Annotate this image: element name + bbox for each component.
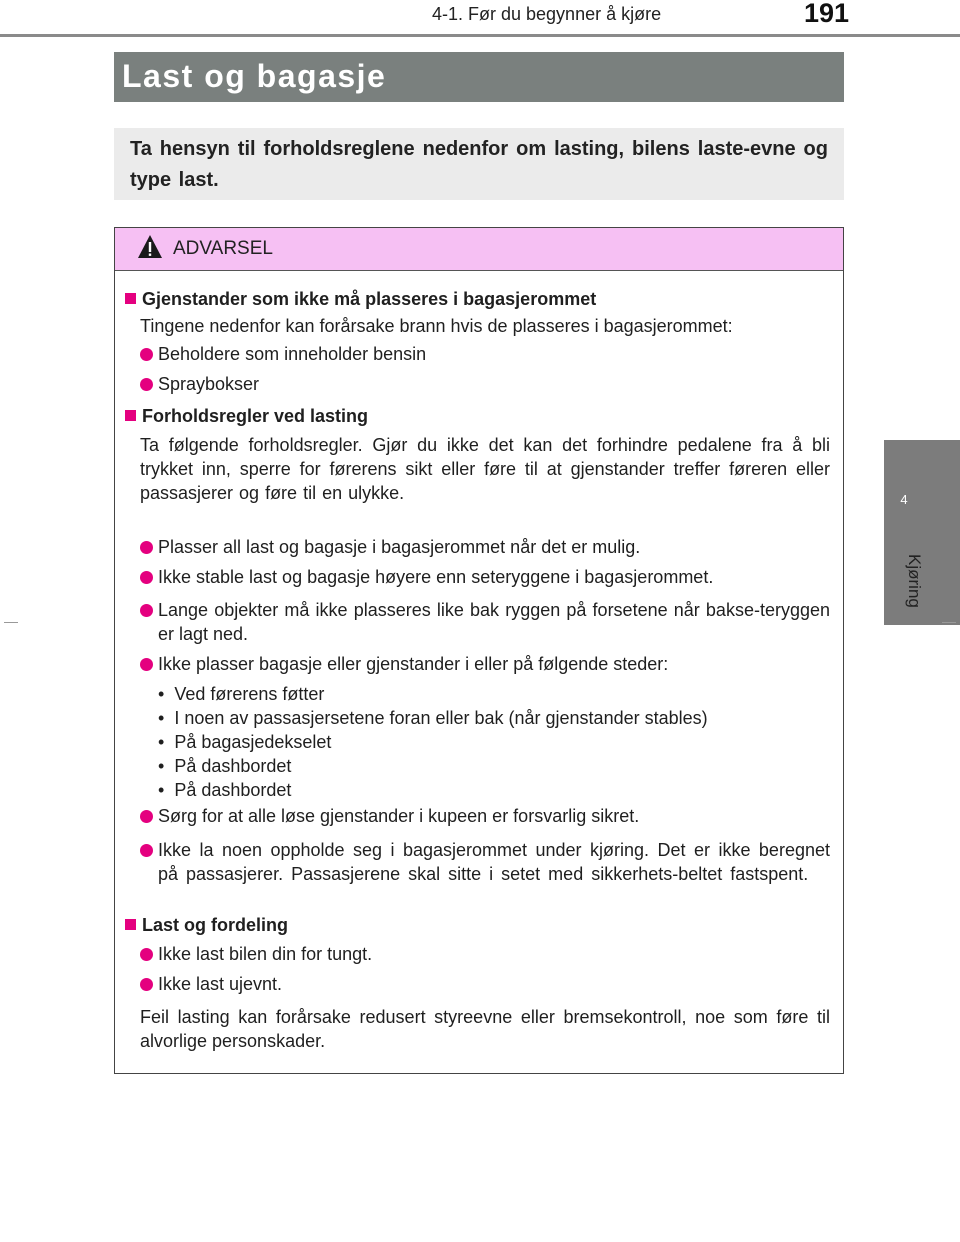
section-text: Ta følgende forholdsregler. Gjør du ikke det kan det forhindre pedalene fra å bli trykket inn, sperre for førerens sikt eller føre til at gjenstander treffer føreren eller passasjerer og føre til en ulykke. <box>140 435 830 503</box>
circle-bullet-icon <box>140 378 153 391</box>
sub-list-item: • I noen av passasjersetene foran eller bak (når gjenstander stables) <box>158 708 708 728</box>
list-item: Ikke stable last og bagasje høyere enn seteryggene i bagasjerommet. <box>140 567 713 588</box>
header-section: 4-1. Før du begynner å kjøre <box>432 4 662 24</box>
crop-mark-right <box>942 622 956 623</box>
page-number: 191 <box>804 0 850 28</box>
list-item: Ikke plasser bagasje eller gjenstander i eller på følgende steder: <box>140 654 668 675</box>
sub-list-item: • På bagasjedekselet <box>158 732 332 752</box>
list-item: Ikke la noen oppholde seg i bagasjerommet under kjøring. Det er ikke beregnet på passasjerer. Passasjerene skal sitte i setet med sikkerhets-beltet fastspent. <box>140 838 830 886</box>
list-item: Ikke last ujevnt. <box>140 974 282 995</box>
title-bar <box>114 52 844 102</box>
intro-box <box>114 128 844 200</box>
warning-header <box>115 228 843 271</box>
crop-mark-left <box>4 622 18 623</box>
list-item: Ikke last bilen din for tungt. <box>140 944 372 965</box>
list-item: Lange objekter må ikke plasseres like bak ryggen på forsetene når bakse-teryggen er lagt ned. <box>140 598 830 646</box>
circle-bullet-icon <box>140 658 153 671</box>
list-item: Spraybokser <box>140 374 259 395</box>
section-heading: Gjenstander som ikke må plasseres i bagasjerommet <box>125 289 596 310</box>
circle-bullet-icon <box>140 948 153 961</box>
circle-bullet-icon <box>140 810 153 823</box>
circle-bullet-icon <box>140 978 153 991</box>
circle-bullet-icon <box>140 348 153 361</box>
sub-list-item: • På dashbordet <box>158 756 292 776</box>
circle-bullet-icon <box>140 844 153 857</box>
warning-box <box>114 227 844 1074</box>
sub-list-item: • På dashbordet <box>158 780 292 800</box>
sub-list-item: • Ved førerens føtter <box>158 684 325 704</box>
list-item: Sørg for at alle løse gjenstander i kupeen er forsvarlig sikret. <box>140 806 639 827</box>
warning-label: ADVARSEL <box>173 238 273 259</box>
side-tab-label: Kjøring <box>905 554 924 608</box>
warning-triangle-icon <box>137 234 163 260</box>
circle-bullet-icon <box>140 541 153 554</box>
square-bullet-icon <box>125 410 136 421</box>
section-heading: Forholdsregler ved lasting <box>125 406 368 427</box>
side-tab-number: 4 <box>900 492 908 507</box>
section-text: Tingene nedenfor kan forårsake brann hvis de plasseres i bagasjerommet: <box>140 316 733 336</box>
list-item: Plasser all last og bagasje i bagasjerommet når det er mulig. <box>140 537 640 558</box>
section-text: Feil lasting kan forårsake redusert styreevne eller bremsekontroll, noe som føre til alvorlige personskader. <box>140 1007 830 1051</box>
circle-bullet-icon <box>140 604 153 617</box>
page-title: Last og bagasje <box>122 58 387 94</box>
circle-bullet-icon <box>140 571 153 584</box>
square-bullet-icon <box>125 293 136 304</box>
list-item: Beholdere som inneholder bensin <box>140 344 426 365</box>
header-rule <box>0 34 960 37</box>
square-bullet-icon <box>125 919 136 930</box>
intro-text: Ta hensyn til forholdsreglene nedenfor om lasting, bilens laste-evne og type last. <box>130 138 828 191</box>
section-heading: Last og fordeling <box>125 915 288 936</box>
